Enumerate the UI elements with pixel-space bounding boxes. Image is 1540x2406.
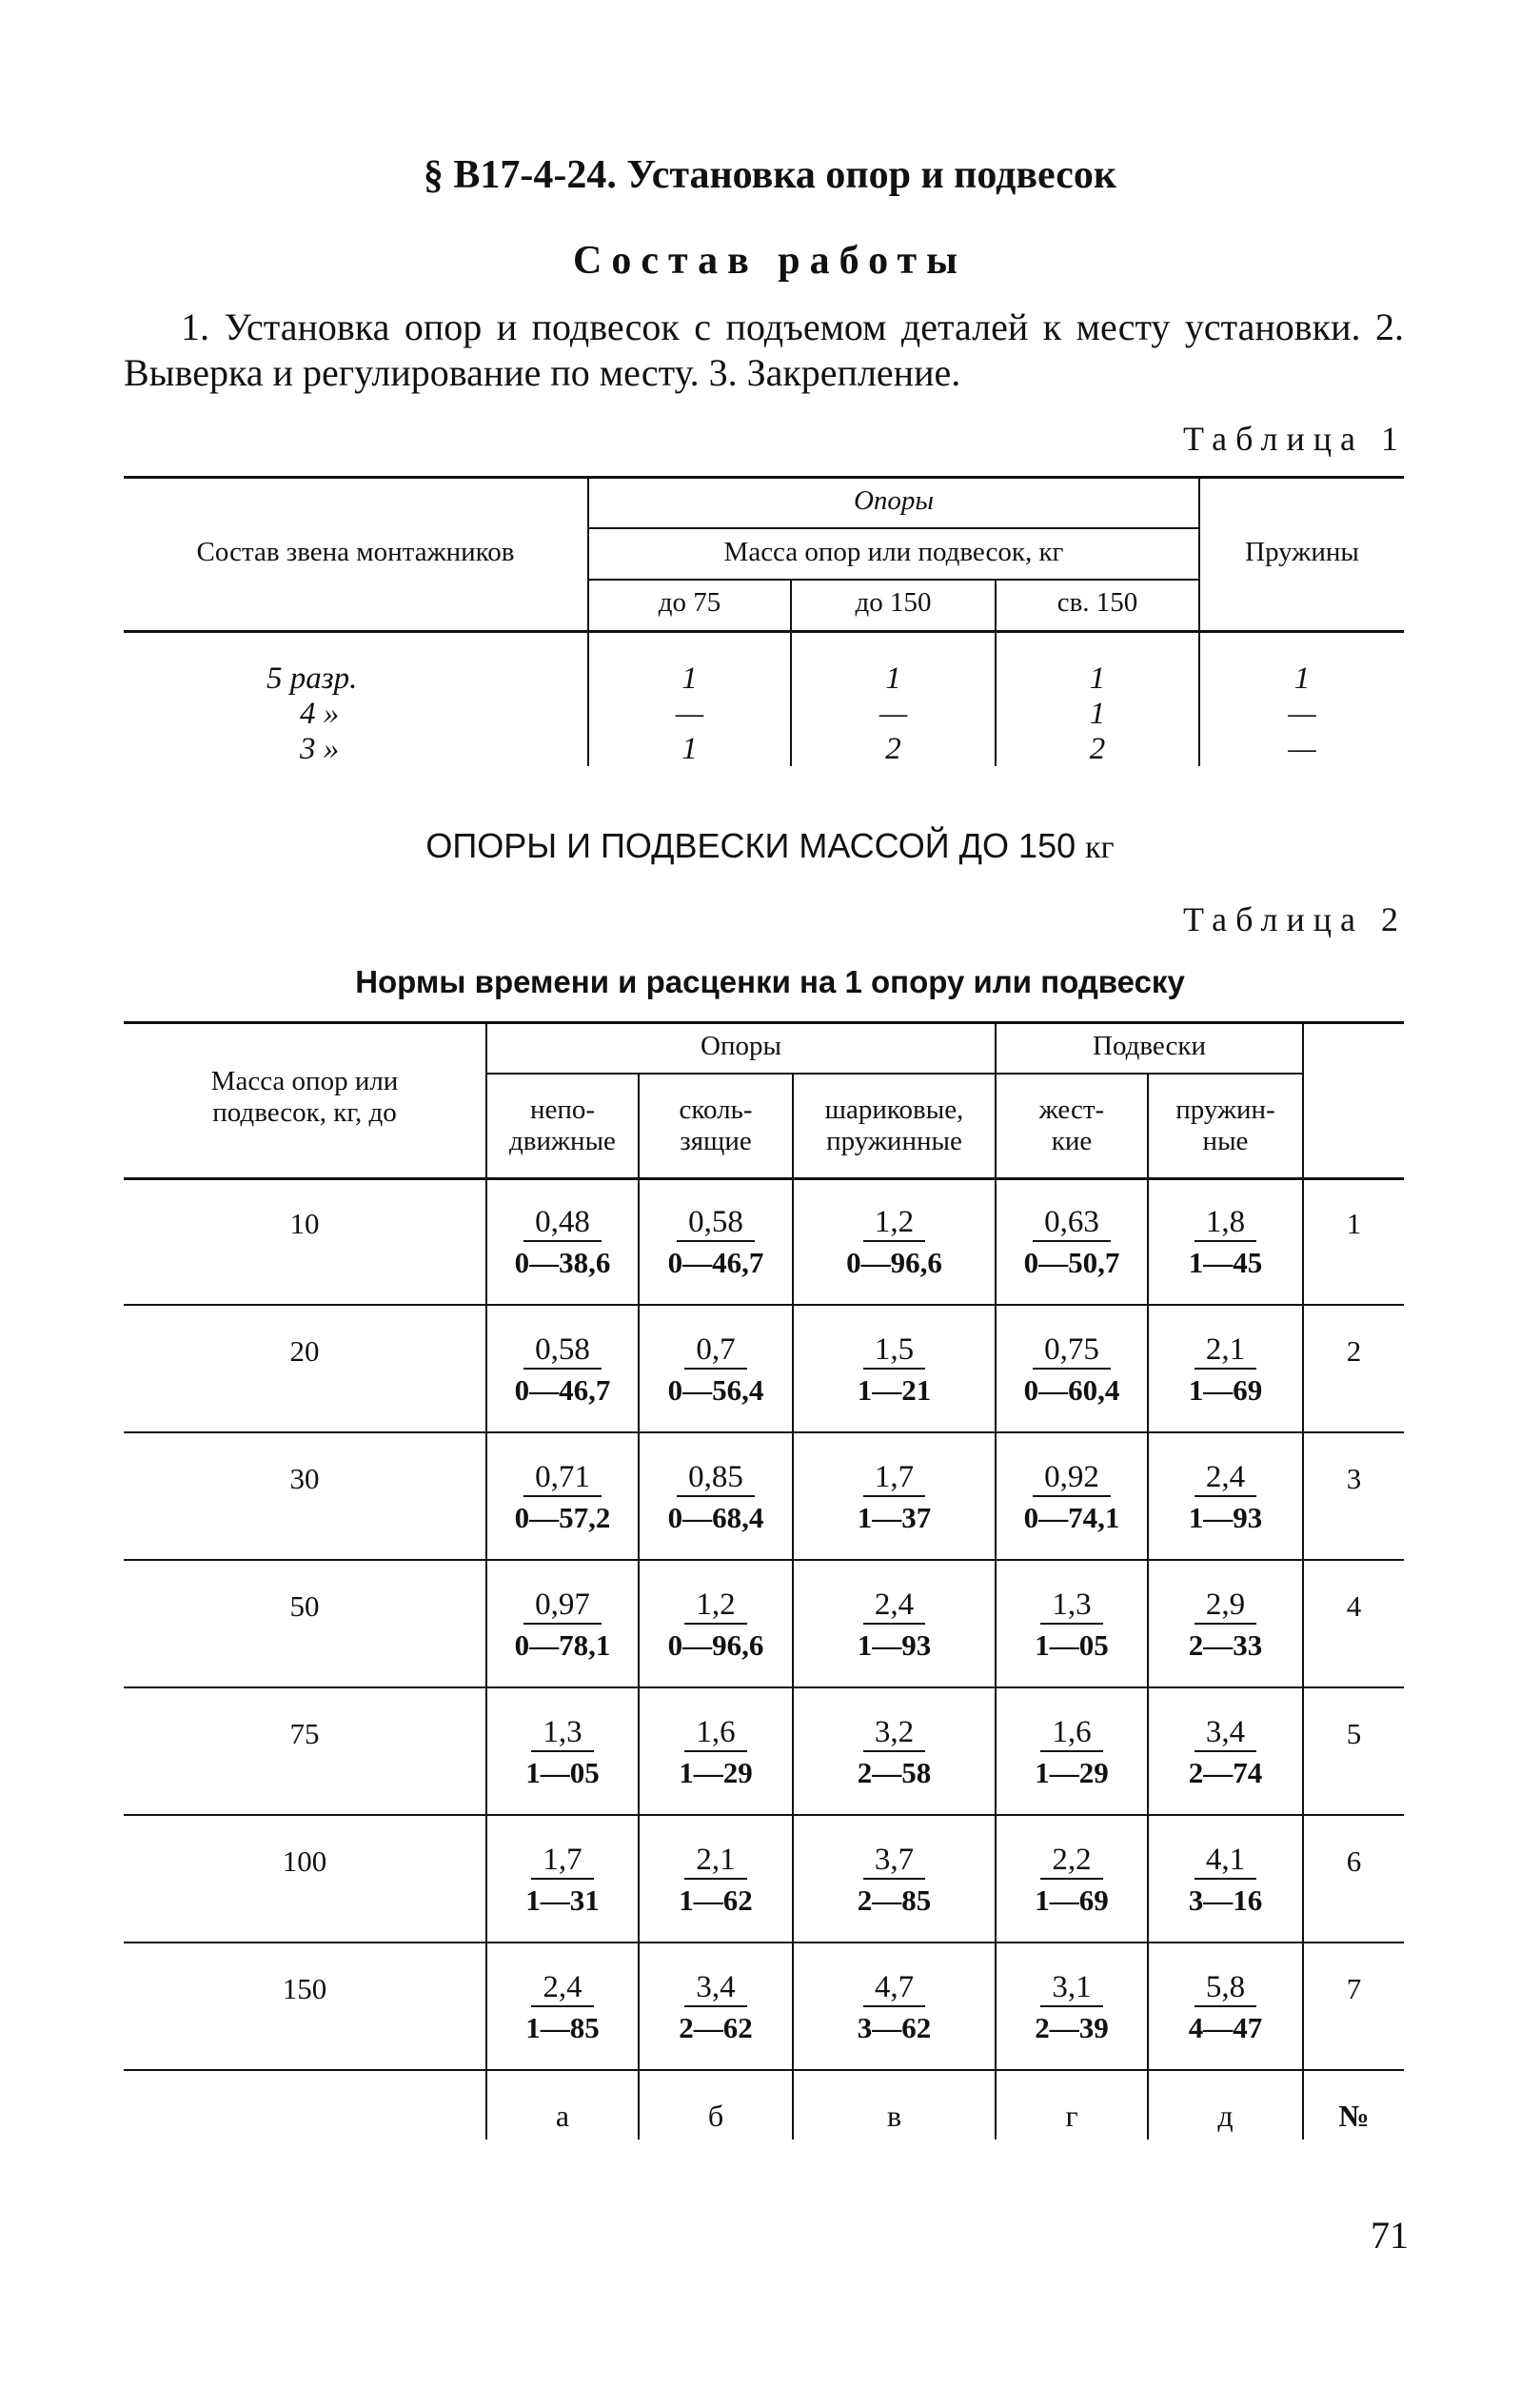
table1-cell: 2 xyxy=(1089,732,1106,766)
grade-label: 5 разр. xyxy=(267,661,358,696)
row-number: 7 xyxy=(1346,1972,1362,2005)
norm-cell: 1,3 1—05 xyxy=(525,1715,600,1789)
norm-cell: 1,7 1—37 xyxy=(857,1460,932,1534)
table2-label: Таблица 2 xyxy=(1183,900,1407,938)
row-number: 2 xyxy=(1346,1334,1362,1368)
section-heading: § В17-4-24. Установка опор и подвесок xyxy=(423,153,1117,197)
supports-header: Опоры xyxy=(853,485,935,516)
norm-cell: 2,4 1—93 xyxy=(1188,1460,1263,1534)
norm-cell: 1,2 0—96,6 xyxy=(846,1205,942,1279)
grade-label: 4 » xyxy=(300,697,340,731)
row-number: 1 xyxy=(1346,1207,1362,1240)
table1-label: Таблица 1 xyxy=(1183,420,1407,458)
norm-cell: 5,8 4—47 xyxy=(1188,1970,1263,2044)
mass-value: 75 xyxy=(289,1717,320,1750)
grade-label: 3 » xyxy=(300,732,340,766)
crew-header: Состав звена монтажников xyxy=(196,537,515,567)
table1-cell: 1 xyxy=(681,661,698,696)
norm-cell: 3,4 2—62 xyxy=(679,1970,753,2044)
norm-cell: 4,7 3—62 xyxy=(857,1970,932,2044)
table1-cell: 2 xyxy=(885,732,901,766)
row-number-symbol: № xyxy=(1338,2099,1370,2133)
table1-cell: 1 xyxy=(681,732,698,766)
col-header-spring: пружин- ные xyxy=(1175,1095,1275,1156)
row-number: 4 xyxy=(1346,1589,1362,1623)
hangers-header: Подвески xyxy=(1093,1031,1206,1061)
norm-cell: 0,71 0—57,2 xyxy=(514,1460,611,1534)
col-header-ball-spring: шариковые, пружинные xyxy=(824,1095,964,1156)
norm-cell: 0,97 0—78,1 xyxy=(514,1588,611,1662)
mass-value: 30 xyxy=(289,1462,320,1495)
table2-caption: Нормы времени и расценки на 1 опору или подвеску xyxy=(355,964,1185,999)
mass-value: 100 xyxy=(282,1844,327,1878)
mass-col-header: св. 150 xyxy=(1056,587,1138,618)
norm-cell: 1,6 1—29 xyxy=(679,1715,753,1789)
table1-cell: — xyxy=(1288,697,1316,731)
mass-header: Масса опор или подвесок, кг xyxy=(723,537,1064,567)
table1-cell: — xyxy=(675,697,704,731)
table1-cell: — xyxy=(1288,732,1316,766)
norm-cell: 0,85 0—68,4 xyxy=(667,1460,764,1534)
section-title: ОПОРЫ И ПОДВЕСКИ МАССОЙ ДО 150 кг xyxy=(425,826,1115,865)
col-header-sliding: сколь- зящие xyxy=(679,1095,753,1156)
row-number: 5 xyxy=(1346,1717,1362,1750)
norm-cell: 3,4 2—74 xyxy=(1188,1715,1263,1789)
mass-header: Масса опор или подвесок, кг, до xyxy=(210,1066,399,1128)
norm-cell: 0,75 0—60,4 xyxy=(1023,1332,1120,1407)
intro-paragraph: 1. Установка опор и подвесок с подъемом деталей к месту установки. 2. Выверка и регулирование по месту. 3. Закрепление. xyxy=(124,306,1404,394)
norm-cell: 1,2 0—96,6 xyxy=(667,1588,764,1662)
table1-cell: — xyxy=(879,697,908,731)
norm-cell: 1,3 1—05 xyxy=(1035,1588,1109,1662)
table1-cell: 1 xyxy=(885,661,901,696)
norm-cell: 2,2 1—69 xyxy=(1035,1843,1109,1917)
norm-cell: 1,8 1—45 xyxy=(1188,1205,1263,1279)
mass-value: 20 xyxy=(289,1334,320,1368)
row-number: 6 xyxy=(1346,1844,1362,1878)
norm-cell: 0,58 0—46,7 xyxy=(514,1332,611,1407)
mass-col-header: до 150 xyxy=(855,587,932,618)
column-letter: д xyxy=(1217,2099,1234,2133)
norm-cell: 2,4 1—85 xyxy=(525,1970,600,2044)
mass-value: 50 xyxy=(289,1589,320,1623)
mass-col-header: до 75 xyxy=(658,587,721,618)
norm-cell: 3,2 2—58 xyxy=(857,1715,932,1789)
norm-cell: 0,48 0—38,6 xyxy=(514,1205,611,1279)
norm-cell: 1,6 1—29 xyxy=(1035,1715,1109,1789)
norm-cell: 3,1 2—39 xyxy=(1035,1970,1109,2044)
table1-cell: 1 xyxy=(1293,661,1311,696)
norm-cell: 0,92 0—74,1 xyxy=(1023,1460,1120,1534)
column-letter: г xyxy=(1065,2099,1078,2133)
table1-cell: 1 xyxy=(1089,697,1106,731)
norm-cell: 1,5 1—21 xyxy=(857,1332,932,1407)
supports-header: Опоры xyxy=(701,1031,781,1061)
column-letter: а xyxy=(555,2099,570,2133)
column-letter: в xyxy=(886,2099,902,2133)
norm-cell: 0,58 0—46,7 xyxy=(667,1205,764,1279)
springs-header: Пружины xyxy=(1245,537,1359,567)
work-composition-heading: Состав работы xyxy=(573,239,967,283)
norm-cell: 2,4 1—93 xyxy=(857,1588,932,1662)
mass-value: 10 xyxy=(289,1207,320,1240)
mass-value: 150 xyxy=(282,1972,327,2005)
norm-cell: 2,1 1—69 xyxy=(1188,1332,1263,1407)
row-number: 3 xyxy=(1346,1462,1362,1495)
norm-cell: 1,7 1—31 xyxy=(525,1843,600,1917)
page-number: 71 xyxy=(1371,2214,1409,2257)
norm-cell: 0,7 0—56,4 xyxy=(667,1332,764,1407)
norm-cell: 2,1 1—62 xyxy=(679,1843,753,1917)
col-header-rigid: жест- кие xyxy=(1038,1095,1105,1156)
table1-cell: 1 xyxy=(1089,661,1106,696)
column-letter: б xyxy=(707,2099,724,2133)
col-header-fixed: непо- движные xyxy=(509,1095,616,1156)
norm-cell: 0,63 0—50,7 xyxy=(1023,1205,1120,1279)
norm-cell: 3,7 2—85 xyxy=(857,1843,932,1917)
norm-cell: 4,1 3—16 xyxy=(1188,1843,1263,1917)
norm-cell: 2,9 2—33 xyxy=(1188,1588,1263,1662)
